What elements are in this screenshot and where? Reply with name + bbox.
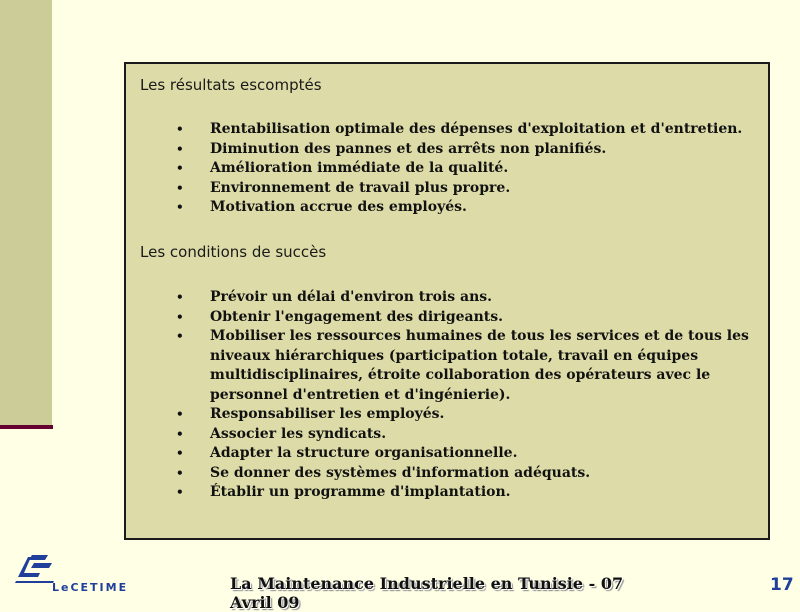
list-item: • Responsabiliser les employés. xyxy=(176,405,755,425)
list-item: • Associer les syndicats. xyxy=(176,425,755,445)
list-item: • Rentabilisation optimale des dépenses d'exploitation et d'entretien. xyxy=(176,120,755,140)
bullet-icon: • xyxy=(176,141,184,156)
list-item: • Amélioration immédiate de la qualité. xyxy=(176,159,755,179)
logo-text: LeCETIME xyxy=(52,581,129,594)
list-item: • Obtenir l'engagement des dirigeants. xyxy=(176,308,755,328)
bullet-icon: • xyxy=(176,426,184,441)
conditions-list xyxy=(176,288,755,503)
list-item: • Diminution des pannes et des arrêts non planifiés. xyxy=(176,140,755,160)
bullet-icon: • xyxy=(176,465,184,480)
bullet-icon: • xyxy=(176,122,184,136)
bullet-icon: • xyxy=(176,290,184,304)
bullet-icon: • xyxy=(176,180,184,195)
results-list xyxy=(176,120,755,218)
cetime-logo-icon xyxy=(14,551,56,585)
list-item: • Mobiliser les ressources humaines de tous les services et de tous les niveaux hiérarchiques (participation totale, travail en équipes multidisciplinaires, étroite collaboration des opérateurs avec le personnel d'entretien et d'ingénierie). xyxy=(176,328,749,403)
list-item: • Adapter la structure organisationnelle. xyxy=(176,444,755,464)
bullet-icon: • xyxy=(176,485,184,499)
left-sidebar-bar xyxy=(0,0,52,425)
bullet-icon: • xyxy=(176,407,184,421)
bullet-icon: • xyxy=(176,446,184,460)
sidebar-accent-line xyxy=(0,425,53,429)
page-number: 17 xyxy=(770,575,794,595)
bullet-icon: • xyxy=(176,161,184,175)
list-item: • Prévoir un délai d'environ trois ans. xyxy=(176,288,755,308)
bullet-icon: • xyxy=(176,309,184,324)
list-item: • Motivation accrue des employés. xyxy=(176,198,755,218)
list-item: • Environnement de travail plus propre. xyxy=(176,179,755,199)
list-item: • Établir un programme d'implantation. xyxy=(176,483,755,503)
list-item: • Se donner des systèmes d'information adéquats. xyxy=(176,464,755,484)
bullet-icon: • xyxy=(176,329,184,343)
bullet-icon: • xyxy=(176,200,184,214)
content-box xyxy=(124,62,770,540)
section-heading-results: Les résultats escomptés xyxy=(140,76,322,94)
section-heading-conditions: Les conditions de succès xyxy=(140,243,327,261)
footer-title: La Maintenance Industrielle en Tunisie - 07 Avril 09 xyxy=(230,574,624,612)
